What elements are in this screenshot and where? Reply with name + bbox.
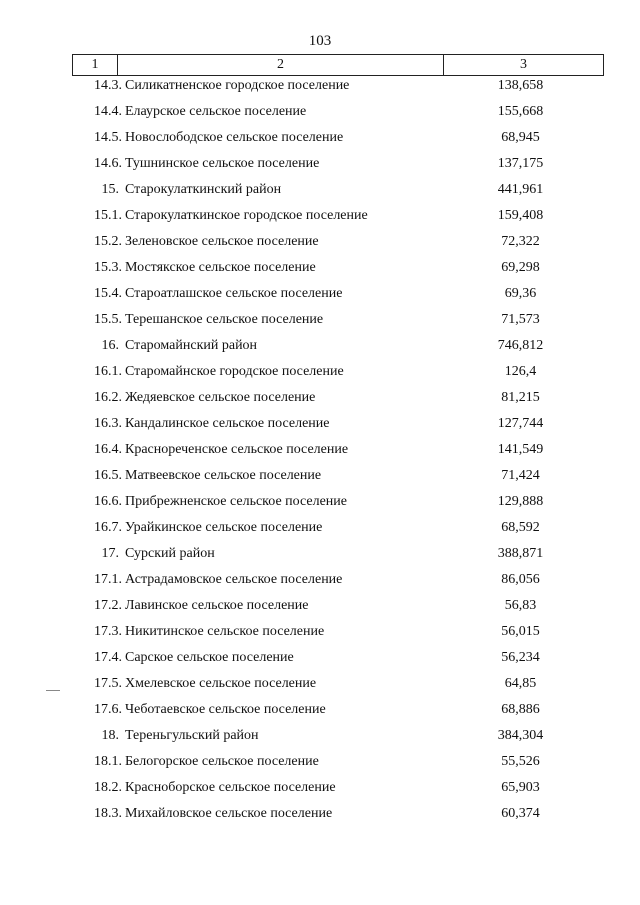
row-value: 86,056	[501, 572, 540, 587]
table-row	[72, 646, 604, 672]
table-row	[72, 672, 604, 698]
table-row	[72, 178, 604, 204]
table-row	[72, 542, 604, 568]
row-number: 17.6.	[94, 702, 122, 717]
row-name: Никитинское сельское поселение	[125, 624, 325, 639]
row-name: Тереньгульский район	[125, 728, 259, 743]
table-row	[72, 516, 604, 542]
page-number: 103	[308, 33, 332, 49]
row-number: 15.3.	[94, 260, 122, 275]
table-row	[72, 802, 604, 828]
row-value: 746,812	[497, 338, 544, 353]
row-number: 16.6.	[94, 494, 122, 509]
table-row	[72, 100, 604, 126]
row-number: 16.3.	[94, 416, 122, 431]
row-number: 14.3.	[94, 78, 122, 93]
row-name: Матвеевское сельское поселение	[125, 468, 322, 483]
row-number: 15.1.	[94, 208, 122, 223]
row-value: 141,549	[497, 442, 544, 457]
row-name: Староатлашское сельское поселение	[125, 286, 343, 301]
row-value: 55,526	[501, 754, 540, 769]
row-value: 127,744	[497, 416, 544, 431]
row-name: Красноборское сельское поселение	[125, 780, 336, 795]
row-name: Старокулаткинское городское поселение	[125, 208, 368, 223]
table-row	[72, 360, 604, 386]
row-value: 388,871	[497, 546, 544, 561]
table-body	[72, 74, 604, 828]
row-value: 71,424	[501, 468, 540, 483]
row-name: Силикатненское городское поселение	[125, 78, 350, 93]
row-value: 60,374	[501, 806, 540, 821]
table-row	[72, 568, 604, 594]
row-number: 14.5.	[94, 130, 122, 145]
row-name: Жедяевское сельское поселение	[125, 390, 316, 405]
row-value: 81,215	[501, 390, 540, 405]
table-row	[72, 464, 604, 490]
table-row	[72, 282, 604, 308]
row-name: Михайловское сельское поселение	[125, 806, 333, 821]
row-value: 71,573	[501, 312, 540, 327]
table-row	[72, 724, 604, 750]
row-value: 138,658	[497, 78, 544, 93]
margin-mark	[46, 690, 60, 691]
row-name: Астрадамовское сельское поселение	[125, 572, 343, 587]
row-value: 69,36	[504, 286, 537, 301]
table-row	[72, 126, 604, 152]
table-row	[72, 490, 604, 516]
row-value: 441,961	[497, 182, 544, 197]
row-name: Сурский район	[125, 546, 215, 561]
row-value: 126,4	[504, 364, 537, 379]
table-row	[72, 152, 604, 178]
table-row	[72, 204, 604, 230]
row-number: 16.7.	[94, 520, 122, 535]
table-row	[72, 698, 604, 724]
row-number: 17.3.	[94, 624, 122, 639]
row-name: Краснореченское сельское поселение	[125, 442, 349, 457]
row-value: 56,015	[501, 624, 540, 639]
row-name: Чеботаевское сельское поселение	[125, 702, 326, 717]
table-row	[72, 412, 604, 438]
row-number: 18.2.	[94, 780, 122, 795]
row-number: 17.	[101, 546, 119, 561]
row-name: Кандалинское сельское поселение	[125, 416, 330, 431]
row-name: Старомайнское городское поселение	[125, 364, 344, 379]
row-value: 56,83	[504, 598, 537, 613]
row-number: 14.6.	[94, 156, 122, 171]
row-value: 68,592	[501, 520, 540, 535]
row-number: 16.4.	[94, 442, 122, 457]
table-header	[72, 54, 604, 76]
row-name: Урайкинское сельское поселение	[125, 520, 323, 535]
row-number: 17.4.	[94, 650, 122, 665]
row-name: Мостякское сельское поселение	[125, 260, 316, 275]
table-row	[72, 620, 604, 646]
row-number: 18.1.	[94, 754, 122, 769]
row-name: Хмелевское сельское поселение	[125, 676, 317, 691]
column-header-number: 1	[73, 55, 118, 75]
table-row	[72, 74, 604, 100]
row-number: 17.2.	[94, 598, 122, 613]
row-value: 64,85	[504, 676, 537, 691]
row-name: Тушнинское сельское поселение	[125, 156, 320, 171]
row-name: Старокулаткинский район	[125, 182, 282, 197]
row-number: 15.	[101, 182, 119, 197]
row-number: 15.5.	[94, 312, 122, 327]
table-row	[72, 256, 604, 282]
row-number: 15.2.	[94, 234, 122, 249]
table-row	[72, 334, 604, 360]
row-value: 159,408	[497, 208, 544, 223]
column-header-name: 2	[118, 55, 444, 75]
column-header-value: 3	[520, 57, 527, 72]
table-row	[72, 776, 604, 802]
row-number: 16.5.	[94, 468, 122, 483]
table-row	[72, 386, 604, 412]
row-number: 14.4.	[94, 104, 122, 119]
table-row	[72, 230, 604, 256]
row-name: Терешанское сельское поселение	[125, 312, 324, 327]
row-number: 18.3.	[94, 806, 122, 821]
row-number: 15.4.	[94, 286, 122, 301]
row-value: 68,945	[501, 130, 540, 145]
row-value: 137,175	[497, 156, 544, 171]
row-value: 56,234	[501, 650, 540, 665]
row-value: 155,668	[497, 104, 544, 119]
row-value: 384,304	[497, 728, 544, 743]
row-name: Новослободское сельское поселение	[125, 130, 344, 145]
row-name: Зеленовское сельское поселение	[125, 234, 319, 249]
table-row	[72, 594, 604, 620]
row-name: Белогорское сельское поселение	[125, 754, 319, 769]
table-row	[72, 438, 604, 464]
row-name: Старомайнский район	[125, 338, 258, 353]
row-number: 16.2.	[94, 390, 122, 405]
row-name: Лавинское сельское поселение	[125, 598, 309, 613]
row-number: 18.	[101, 728, 119, 743]
row-name: Прибрежненское сельское поселение	[125, 494, 347, 509]
row-name: Елаурское сельское поселение	[125, 104, 307, 119]
row-value: 69,298	[501, 260, 540, 275]
row-number: 17.1.	[94, 572, 122, 587]
row-number: 17.5.	[94, 676, 122, 691]
row-number: 16.1.	[94, 364, 122, 379]
table-row	[72, 308, 604, 334]
row-value: 65,903	[501, 780, 540, 795]
row-value: 129,888	[497, 494, 544, 509]
row-value: 72,322	[501, 234, 540, 249]
row-number: 16.	[101, 338, 119, 353]
row-value: 68,886	[501, 702, 540, 717]
row-name: Сарское сельское поселение	[125, 650, 294, 665]
table-row	[72, 750, 604, 776]
